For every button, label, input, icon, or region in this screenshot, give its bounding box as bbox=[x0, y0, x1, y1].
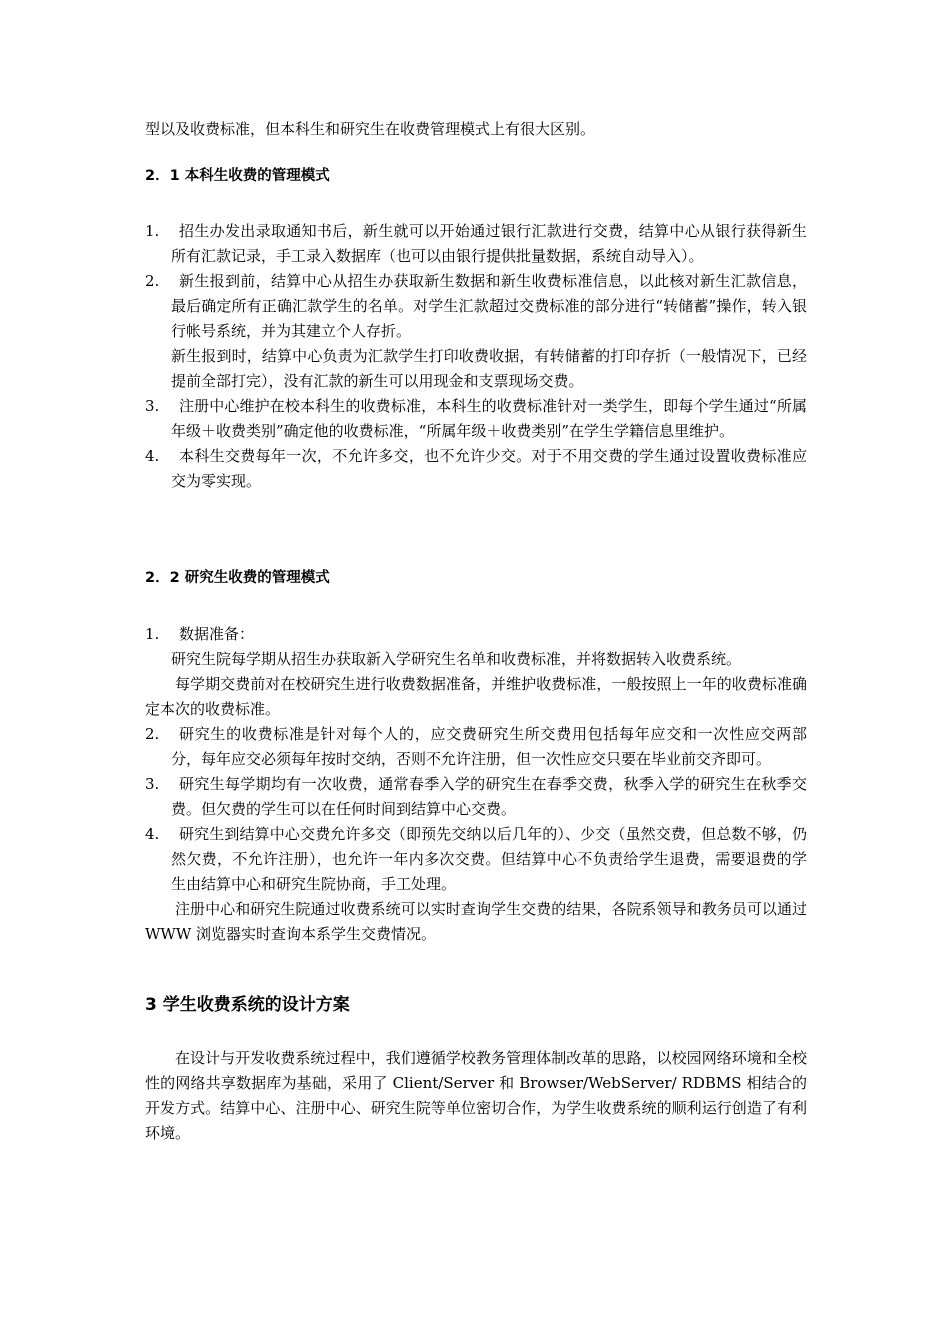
section-3-paragraph: 在设计与开发收费系统过程中，我们遵循学校教务管理体制改革的思路，以校园网络环境和全校性的网络共享数据库为基础，采用了 Client/Server 和 Browser/WebServer/ RDBMS 相结合的开发方式。结算中心、注册中心、研究生院等单位密切合作，为学生收费系统的顺利运行创造了有利环境。 bbox=[145, 1049, 807, 1142]
section-2-2-list bbox=[145, 622, 807, 947]
section-3-heading: 3 学生收费系统的设计方案 bbox=[145, 995, 350, 1015]
section-2-2-heading: 2．2 研究生收费的管理模式 bbox=[145, 570, 330, 586]
list-item: 1. 数据准备： bbox=[145, 625, 255, 643]
section-2-1-list bbox=[145, 219, 807, 494]
list-item: 1. 招生办发出录取通知书后，新生就可以开始通过银行汇款进行交费，结算中心从银行获得新生所有汇款记录，手工录入数据库（也可以由银行提供批量数据，系统自动导入）。 bbox=[145, 222, 807, 265]
list-item: 2. 新生报到前，结算中心从招生办获取新生数据和新生收费标准信息，以此核对新生汇款信息，最后确定所有正确汇款学生的名单。对学生汇款超过交费标准的部分进行“转储蓄”操作，转入银行帐号系统，并为其建立个人存折。 bbox=[145, 272, 807, 340]
closing-paragraph: 注册中心和研究生院通过收费系统可以实时查询学生交费的结果，各院系领导和教务员可以通过 WWW 浏览器实时查询本系学生交费情况。 bbox=[145, 900, 807, 943]
list-item: 4. 研究生到结算中心交费允许多交（即预先交纳以后几年的）、少交（虽然交费，但总数不够，仍然欠费，不允许注册），也允许一年内多次交费。但结算中心不负责给学生退费，需要退费的学生由结算中心和研究生院协商，手工处理。 bbox=[145, 825, 807, 893]
list-item-continuation: 新生报到时，结算中心负责为汇款学生打印收费收据，有转储蓄的打印存折（一般情况下，已经提前全部打完），没有汇款的新生可以用现金和支票现场交费。 bbox=[171, 347, 807, 390]
intro-paragraph: 型以及收费标准，但本科生和研究生在收费管理模式上有很大区别。 bbox=[145, 120, 596, 138]
list-item: 3. 注册中心维护在校本科生的收费标准，本科生的收费标准针对一类学生，即每个学生通过“所属年级＋收费类别”确定他的收费标准，“所属年级＋收费类别”在学生学籍信息里维护。 bbox=[145, 397, 807, 440]
section-2-1-heading: 2．1 本科生收费的管理模式 bbox=[145, 168, 330, 184]
list-item: 3. 研究生每学期均有一次收费，通常春季入学的研究生在春季交费，秋季入学的研究生在秋季交费。但欠费的学生可以在任何时间到结算中心交费。 bbox=[145, 775, 807, 818]
list-item: 4. 本科生交费每年一次，不允许多交，也不允许少交。对于不用交费的学生通过设置收费标准应交为零实现。 bbox=[145, 447, 807, 490]
list-item: 2. 研究生的收费标准是针对每个人的，应交费研究生所交费用包括每年应交和一次性应交两部分，每年应交必须每年按时交纳，否则不允许注册，但一次性应交只要在毕业前交齐即可。 bbox=[145, 725, 807, 768]
list-item-continuation: 每学期交费前对在校研究生进行收费数据准备，并维护收费标准，一般按照上一年的收费标准确定本次的收费标准。 bbox=[145, 675, 807, 718]
list-item-continuation: 研究生院每学期从招生办获取新入学研究生名单和收费标准，并将数据转入收费系统。 bbox=[171, 650, 742, 668]
